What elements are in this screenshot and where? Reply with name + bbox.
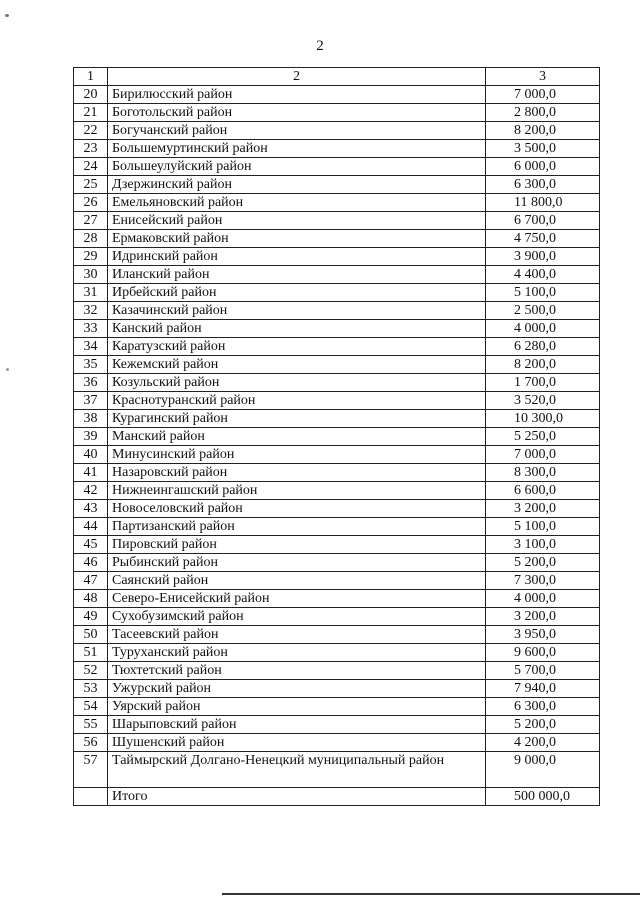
district-name: Емельяновский район: [108, 194, 486, 212]
amount-value: 6 700,0: [486, 212, 600, 230]
row-number: 49: [74, 608, 108, 626]
amount-value: 4 000,0: [486, 320, 600, 338]
district-name: Таймырский Долгано-Ненецкий муниципальный район: [108, 752, 486, 788]
amount-value: 11 800,0: [486, 194, 600, 212]
district-name: Нижнеингашский район: [108, 482, 486, 500]
amount-value: 6 300,0: [486, 176, 600, 194]
row-number: 34: [74, 338, 108, 356]
district-name: Партизанский район: [108, 518, 486, 536]
table-row: [74, 518, 600, 536]
district-name: Саянский район: [108, 572, 486, 590]
table-row: [74, 122, 600, 140]
table-row: [74, 140, 600, 158]
amount-value: 8 300,0: [486, 464, 600, 482]
amount-value: 9 000,0: [486, 752, 600, 788]
row-number: 55: [74, 716, 108, 734]
header-col-3: 3: [486, 68, 600, 86]
amount-value: 7 940,0: [486, 680, 600, 698]
table-row: [74, 302, 600, 320]
amount-value: 8 200,0: [486, 356, 600, 374]
row-number: 30: [74, 266, 108, 284]
row-number: 46: [74, 554, 108, 572]
header-col-2: 2: [108, 68, 486, 86]
district-name: Казачинский район: [108, 302, 486, 320]
total-label: Итого: [108, 788, 486, 806]
total-amount: 500 000,0: [486, 788, 600, 806]
row-number: 48: [74, 590, 108, 608]
row-number: 56: [74, 734, 108, 752]
district-name: Шарыповский район: [108, 716, 486, 734]
district-name: Идринский район: [108, 248, 486, 266]
amount-value: 5 200,0: [486, 554, 600, 572]
district-name: Большеулуйский район: [108, 158, 486, 176]
district-name: Дзержинский район: [108, 176, 486, 194]
district-name: Туруханский район: [108, 644, 486, 662]
row-number: 51: [74, 644, 108, 662]
table-header-row: [74, 68, 600, 86]
district-name: Ермаковский район: [108, 230, 486, 248]
table-row: [74, 572, 600, 590]
row-number: 39: [74, 428, 108, 446]
table-row: [74, 500, 600, 518]
district-name: Тасеевский район: [108, 626, 486, 644]
district-name: Назаровский район: [108, 464, 486, 482]
row-number: 44: [74, 518, 108, 536]
amount-value: 6 000,0: [486, 158, 600, 176]
row-number: 24: [74, 158, 108, 176]
district-name: Ужурский район: [108, 680, 486, 698]
table-row: [74, 356, 600, 374]
district-name: Енисейский район: [108, 212, 486, 230]
table-row: [74, 374, 600, 392]
table-row: [74, 752, 600, 788]
amount-value: 5 250,0: [486, 428, 600, 446]
footer-rule: [222, 893, 640, 895]
row-number: 41: [74, 464, 108, 482]
amount-value: 7 000,0: [486, 86, 600, 104]
table-row: [74, 266, 600, 284]
row-number: 33: [74, 320, 108, 338]
row-number: 37: [74, 392, 108, 410]
district-name: Сухобузимский район: [108, 608, 486, 626]
amount-value: 6 300,0: [486, 698, 600, 716]
amount-value: 4 400,0: [486, 266, 600, 284]
amount-value: 4 000,0: [486, 590, 600, 608]
table-row: [74, 608, 600, 626]
district-name: Манский район: [108, 428, 486, 446]
table-row: [74, 698, 600, 716]
district-name: Каратузский район: [108, 338, 486, 356]
row-number: 25: [74, 176, 108, 194]
row-number: 43: [74, 500, 108, 518]
row-number: 21: [74, 104, 108, 122]
row-number: 42: [74, 482, 108, 500]
district-name: Ирбейский район: [108, 284, 486, 302]
table-row: [74, 104, 600, 122]
row-number: 45: [74, 536, 108, 554]
amount-value: 1 700,0: [486, 374, 600, 392]
row-number: 26: [74, 194, 108, 212]
table-row: [74, 590, 600, 608]
row-number: 31: [74, 284, 108, 302]
row-number: 20: [74, 86, 108, 104]
table-row: [74, 212, 600, 230]
amount-value: 2 800,0: [486, 104, 600, 122]
table-row: [74, 284, 600, 302]
amount-value: 8 200,0: [486, 122, 600, 140]
table-row: [74, 482, 600, 500]
table-row: [74, 338, 600, 356]
table-row: [74, 410, 600, 428]
page-number: 2: [316, 38, 324, 54]
amount-value: 3 200,0: [486, 500, 600, 518]
amount-value: 3 520,0: [486, 392, 600, 410]
amount-value: 2 500,0: [486, 302, 600, 320]
district-name: Уярский район: [108, 698, 486, 716]
amount-value: 5 700,0: [486, 662, 600, 680]
total-row: [74, 788, 600, 806]
table-row: [74, 680, 600, 698]
amount-value: 6 600,0: [486, 482, 600, 500]
row-number: 47: [74, 572, 108, 590]
amount-value: 4 200,0: [486, 734, 600, 752]
district-name: Рыбинский район: [108, 554, 486, 572]
table-row: [74, 176, 600, 194]
table-row: [74, 428, 600, 446]
amount-value: 3 200,0: [486, 608, 600, 626]
row-number: 54: [74, 698, 108, 716]
table-row: [74, 734, 600, 752]
district-name: Минусинский район: [108, 446, 486, 464]
amount-value: 5 200,0: [486, 716, 600, 734]
district-name: Краснотуранский район: [108, 392, 486, 410]
table-row: [74, 194, 600, 212]
amount-value: 3 900,0: [486, 248, 600, 266]
amount-value: 5 100,0: [486, 518, 600, 536]
amount-value: 9 600,0: [486, 644, 600, 662]
row-number: 40: [74, 446, 108, 464]
row-number: 50: [74, 626, 108, 644]
table-row: [74, 644, 600, 662]
row-number: 22: [74, 122, 108, 140]
row-number: 32: [74, 302, 108, 320]
header-col-1: 1: [74, 68, 108, 86]
district-name: Новоселовский район: [108, 500, 486, 518]
table-row: [74, 158, 600, 176]
amount-value: 3 500,0: [486, 140, 600, 158]
row-number: 23: [74, 140, 108, 158]
amount-value: 3 950,0: [486, 626, 600, 644]
amount-value: 5 100,0: [486, 284, 600, 302]
table-row: [74, 626, 600, 644]
row-number: 57: [74, 752, 108, 788]
amount-value: 6 280,0: [486, 338, 600, 356]
table-row: [74, 662, 600, 680]
table-row: [74, 230, 600, 248]
amount-value: 7 000,0: [486, 446, 600, 464]
district-name: Шушенский район: [108, 734, 486, 752]
district-name: Боготольский район: [108, 104, 486, 122]
row-number: 38: [74, 410, 108, 428]
amount-value: 10 300,0: [486, 410, 600, 428]
amount-value: 3 100,0: [486, 536, 600, 554]
amount-value: 7 300,0: [486, 572, 600, 590]
table-row: [74, 536, 600, 554]
table-row: [74, 86, 600, 104]
table-row: [74, 320, 600, 338]
row-number: 28: [74, 230, 108, 248]
district-name: Бирилюсский район: [108, 86, 486, 104]
district-name: Тюхтетский район: [108, 662, 486, 680]
table-row: [74, 392, 600, 410]
row-number: 53: [74, 680, 108, 698]
table-row: [74, 464, 600, 482]
row-number: 35: [74, 356, 108, 374]
district-name: Богучанский район: [108, 122, 486, 140]
amount-value: 4 750,0: [486, 230, 600, 248]
district-name: Курагинский район: [108, 410, 486, 428]
district-name: Большемуртинский район: [108, 140, 486, 158]
district-name: Иланский район: [108, 266, 486, 284]
district-name: Козульский район: [108, 374, 486, 392]
row-number: 29: [74, 248, 108, 266]
table-row: [74, 446, 600, 464]
table-row: [74, 716, 600, 734]
table-row: [74, 248, 600, 266]
row-number: 27: [74, 212, 108, 230]
district-name: Кежемский район: [108, 356, 486, 374]
district-name: Канский район: [108, 320, 486, 338]
total-number-cell: [74, 788, 108, 806]
allocation-table: [73, 67, 600, 806]
row-number: 36: [74, 374, 108, 392]
district-name: Северо-Енисейский район: [108, 590, 486, 608]
row-number: 52: [74, 662, 108, 680]
district-name: Пировский район: [108, 536, 486, 554]
scan-speck: [5, 14, 9, 17]
scan-speck: [6, 368, 9, 371]
table-row: [74, 554, 600, 572]
